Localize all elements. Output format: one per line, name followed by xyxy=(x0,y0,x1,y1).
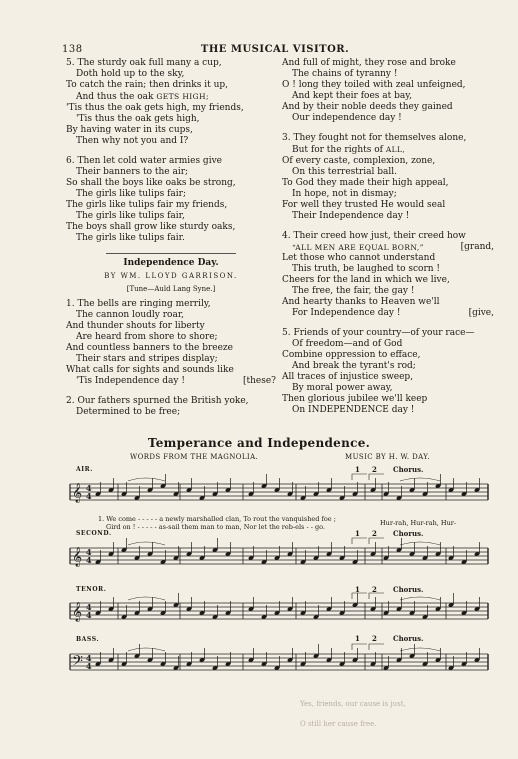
ending-1-label: 1 xyxy=(355,634,360,643)
verse-line: The girls like tulips fair, xyxy=(76,211,185,221)
verse-line: Cheers for the land in which we live, xyxy=(282,275,450,285)
treble-clef-icon: 𝄞 xyxy=(72,602,83,622)
lyric-chorus: Hur-rah, Hur-rah, Hur- xyxy=(380,519,457,527)
verse-line: So shall the boys like oaks be strong, xyxy=(66,178,236,188)
verse-line: And thus the oak GETS HIGH; xyxy=(76,92,209,102)
verse-line: On this terrestrial ball. xyxy=(292,167,397,177)
verse-line: Then glorious jubilee we'll keep xyxy=(282,394,428,404)
journal-title: THE MUSICAL VISITOR. xyxy=(200,44,350,55)
slur xyxy=(400,542,440,545)
verse-line: Their banners to the air; xyxy=(76,167,189,177)
verse-line: 'Tis Independence day ! [these? xyxy=(76,376,276,386)
verse-line: And by their noble deeds they gained xyxy=(282,102,453,112)
verse-line: Our independence day ! xyxy=(292,113,402,123)
ending-2-label: 2 xyxy=(372,529,377,538)
chorus-label: Chorus. xyxy=(393,465,424,474)
slur xyxy=(400,478,440,481)
slur xyxy=(128,648,165,651)
verse-line: The cannon loudly roar, xyxy=(76,310,184,320)
verse-line: O ! long they toiled with zeal unfeigned, xyxy=(282,80,466,90)
verse-line: To God they made their high appeal, xyxy=(282,178,449,188)
slur xyxy=(400,648,440,651)
ending-bracket xyxy=(352,474,367,480)
verse-line: The girls like tulips fair. xyxy=(76,233,185,243)
ending-bracket xyxy=(369,538,384,544)
time-signature: 4 xyxy=(86,491,92,501)
slur xyxy=(400,597,440,600)
verse-line: Let those who cannot understand xyxy=(282,253,436,263)
verse-line: The girls like tulips fair my friends, xyxy=(66,200,228,210)
verse-line: “ALL MEN ARE EQUAL BORN,” [grand, xyxy=(292,242,494,252)
music-title: Temperance and Independence. xyxy=(147,436,371,450)
music-credit: MUSIC BY H. W. DAY. xyxy=(345,453,430,461)
lyric-line-2: Gird on ! - - - - - as-sail them man to man, Nor let the reb-els - - go. xyxy=(106,523,325,531)
verse-line: This truth, be laughed to scorn ! xyxy=(292,264,441,274)
verse-line: The girls like tulips fair; xyxy=(76,189,187,199)
verse-line: And thunder shouts for liberty xyxy=(66,321,205,331)
song-author: BY WM. LLOYD GARRISON. xyxy=(104,272,238,280)
verse-line: And full of might, they rose and broke xyxy=(282,58,456,68)
verse-line: Doth hold up to the sky, xyxy=(76,69,185,79)
verse-line: What calls for sights and sounds like xyxy=(66,365,234,375)
verse-line: Determined to be free; xyxy=(76,407,181,417)
song-title: Independence Day. xyxy=(123,258,219,268)
verse-line: 6. Then let cold water armies give xyxy=(66,156,222,166)
verse-line: But for the rights of ALL, xyxy=(292,145,406,155)
verse-line: 1. The bells are ringing merrily, xyxy=(66,299,211,309)
verse-line: The free, the fair, the gay ! xyxy=(292,286,415,296)
time-signature: 4 xyxy=(86,555,92,565)
verse-line: 'Tis thus the oak gets high, my friends, xyxy=(66,103,244,113)
verse-line: Of every caste, complexion, zone, xyxy=(282,156,436,166)
bass-clef-icon: 𝄢 xyxy=(72,653,83,673)
verse-line: For well they trusted He would seal xyxy=(282,200,446,210)
part-label-tenor: TENOR. xyxy=(76,586,107,593)
verse-line: On INDEPENDENCE day ! xyxy=(292,405,415,415)
ending-2-label: 2 xyxy=(372,585,377,594)
part-label-air: AIR. xyxy=(76,466,93,473)
verse-line: By moral power away, xyxy=(292,383,393,393)
time-signature: 4 xyxy=(86,483,92,493)
time-signature: 4 xyxy=(86,547,92,557)
verse-line: For Independence day ! [give, xyxy=(292,308,494,318)
verse-line: Their Independence day ! xyxy=(292,211,410,221)
treble-clef-icon: 𝄞 xyxy=(72,547,83,567)
verse-line: 'Tis thus the oak gets high, xyxy=(76,114,200,124)
page-number: 138 xyxy=(62,44,83,55)
ending-bracket xyxy=(369,474,384,480)
chorus-label: Chorus. xyxy=(393,585,424,594)
ending-1-label: 1 xyxy=(355,529,360,538)
slur xyxy=(128,478,165,481)
treble-clef-icon: 𝄞 xyxy=(72,483,83,503)
verse-line: And hearty thanks to Heaven we'll xyxy=(282,297,440,307)
verse-line: Their stars and stripes display; xyxy=(76,354,218,364)
verse-line: To catch the rain; then drinks it up, xyxy=(66,80,228,90)
verse-line: 3. They fought not for themselves alone, xyxy=(282,133,467,143)
time-signature: 4 xyxy=(86,661,92,671)
verse-line: The boys shall grow like sturdy oaks, xyxy=(66,222,236,232)
time-signature: 4 xyxy=(86,602,92,612)
verse-line: 4. Their creed how just, their creed how xyxy=(282,231,466,241)
lyric-line-1: 1. We come - - - - - a newly marshalled clan, To rout the vanquished foe ; xyxy=(98,515,336,523)
verse-line: Of freedom—and of God xyxy=(292,339,403,349)
ending-1-label: 1 xyxy=(355,465,360,474)
verse-line: 5. The sturdy oak full many a cup, xyxy=(66,58,222,68)
song-tune: [Tune—Auld Lang Syne.] xyxy=(126,285,216,293)
verse-line: Then why not you and I? xyxy=(76,136,189,146)
part-label-bass: BASS. xyxy=(76,636,100,643)
ending-2-label: 2 xyxy=(372,465,377,474)
verse-line: 2. Our fathers spurned the British yoke, xyxy=(66,396,249,406)
verse-line: Combine oppression to efface, xyxy=(282,350,421,360)
ending-2-label: 2 xyxy=(372,634,377,643)
verse-line: And countless banners to the breeze xyxy=(66,343,233,353)
part-label-second: SECOND. xyxy=(76,530,112,537)
verse-line: And kept their foes at bay, xyxy=(292,91,412,101)
ending-1-label: 1 xyxy=(355,585,360,594)
ending-bracket xyxy=(369,644,384,650)
ending-bracket xyxy=(352,644,367,650)
slur xyxy=(128,597,165,600)
slur xyxy=(128,542,165,545)
verse-line: In hope, not in dismay; xyxy=(292,189,397,199)
bleed-through-text: O still her cause free. xyxy=(300,720,377,728)
bleed-through-text: Yes, friends, our cause is just, xyxy=(300,700,406,708)
verse-line: The chains of tyranny ! xyxy=(292,69,398,79)
verse-line: By having water in its cups, xyxy=(66,125,193,135)
time-signature: 4 xyxy=(86,653,92,663)
ending-bracket xyxy=(352,538,367,544)
verse-line: And break the tyrant's rod; xyxy=(292,361,416,371)
verse-line: All traces of injustice sweep, xyxy=(282,372,414,382)
chorus-label: Chorus. xyxy=(393,634,424,643)
words-credit: WORDS FROM THE MAGNOLIA. xyxy=(130,453,259,461)
time-signature: 4 xyxy=(86,610,92,620)
verse-line: 5. Friends of your country—of your race— xyxy=(282,328,475,338)
chorus-label: Chorus. xyxy=(393,529,424,538)
verse-line: Are heard from shore to shore; xyxy=(76,332,218,342)
